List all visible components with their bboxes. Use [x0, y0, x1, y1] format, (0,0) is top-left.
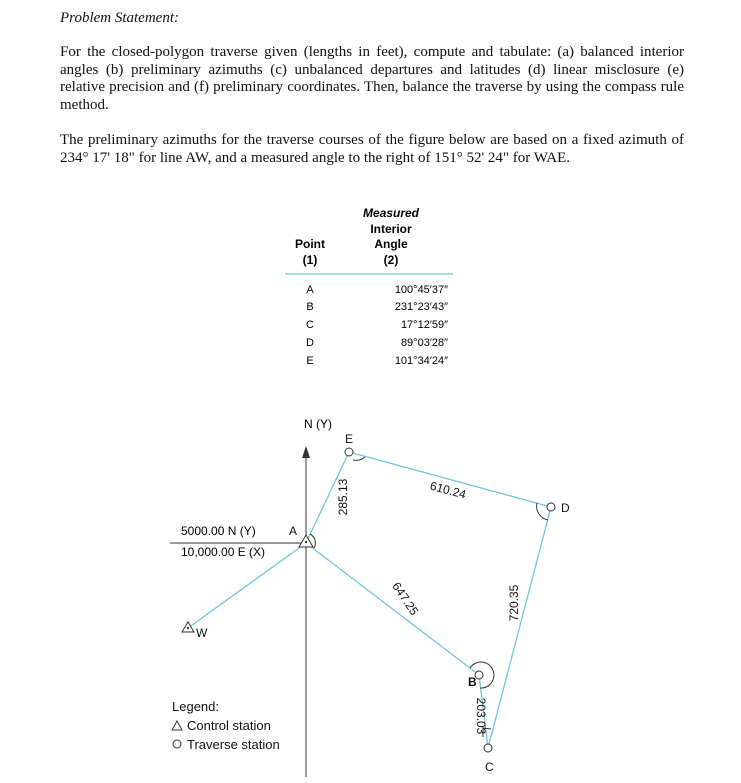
table-row-angle: 231°23′43″	[394, 301, 448, 313]
angle-arc-e	[353, 457, 365, 460]
table-row-point: A	[306, 284, 314, 296]
table-row-point: B	[306, 301, 314, 313]
problem-title: Problem Statement:	[60, 10, 179, 26]
label-b: B	[468, 675, 477, 689]
label-a: A	[289, 524, 298, 538]
label-c: C	[485, 760, 494, 774]
table-row-angle: 17°12′59″	[400, 319, 448, 331]
legend-control-label: Control station	[187, 718, 271, 733]
table-header-measured: Measured	[362, 206, 420, 220]
length-ae: 285.13	[336, 478, 350, 516]
table-row-angle: 101°34′24″	[394, 355, 448, 367]
label-e: E	[345, 432, 354, 446]
station-w-dot	[187, 627, 189, 629]
legend	[172, 699, 280, 752]
problem-paragraph-1: For the closed-polygon traverse given (lengths in feet), compute and tabulate: (a) balanced interior angles (b) preliminary azimuths (c) unbalanced departures and latitudes (d) linear misclosure (e) relative precision and (f) preliminary coordinates. Then, balance the traverse by using the compass rule method.	[60, 44, 684, 113]
station-d-icon	[547, 503, 555, 511]
table-header-angle-num: (2)	[383, 253, 399, 267]
table-row-angle: 89°03′28″	[400, 337, 448, 349]
table-header-point: Point	[295, 237, 325, 251]
station-c-icon	[484, 744, 492, 752]
problem-paragraph-2: The preliminary azimuths for the traverse courses of the figure below are based on a fixed azimuth of 234° 17' 18" for line AW, and a measured angle to the right of 151° 52' 24" for WAE.	[60, 132, 684, 166]
traverse-station-icon	[173, 740, 181, 748]
north-arrow-icon	[302, 446, 310, 458]
table-header-point-num: (1)	[302, 253, 318, 267]
station-a-dot	[305, 541, 307, 543]
legend-traverse-label: Traverse station	[187, 737, 280, 752]
line-ba	[306, 543, 479, 675]
length-dc: 720.35	[507, 584, 521, 622]
coordinate-east: 10,000.00 E (X)	[181, 545, 266, 559]
label-w: W	[196, 626, 208, 640]
length-ba: 647.25	[389, 579, 422, 618]
table-header-angle: Angle	[374, 237, 408, 251]
legend-title: Legend:	[172, 699, 219, 714]
control-station-icon	[172, 721, 182, 730]
coordinate-north: 5000.00 N (Y)	[181, 524, 256, 538]
table-row-point: E	[306, 355, 314, 367]
length-ed: 610.24	[428, 478, 468, 502]
line-ed	[349, 452, 551, 507]
table-row-point: D	[306, 337, 314, 349]
table-row-angle: 100°45′37″	[394, 284, 448, 296]
line-dc	[488, 507, 551, 748]
table-header-interior: Interior	[370, 222, 412, 236]
station-e-icon	[345, 448, 353, 456]
north-label: N (Y)	[304, 417, 332, 431]
angle-table	[285, 206, 453, 367]
label-d: D	[561, 501, 570, 515]
length-cb: 203.03	[474, 697, 488, 735]
table-row-point: C	[306, 319, 314, 331]
